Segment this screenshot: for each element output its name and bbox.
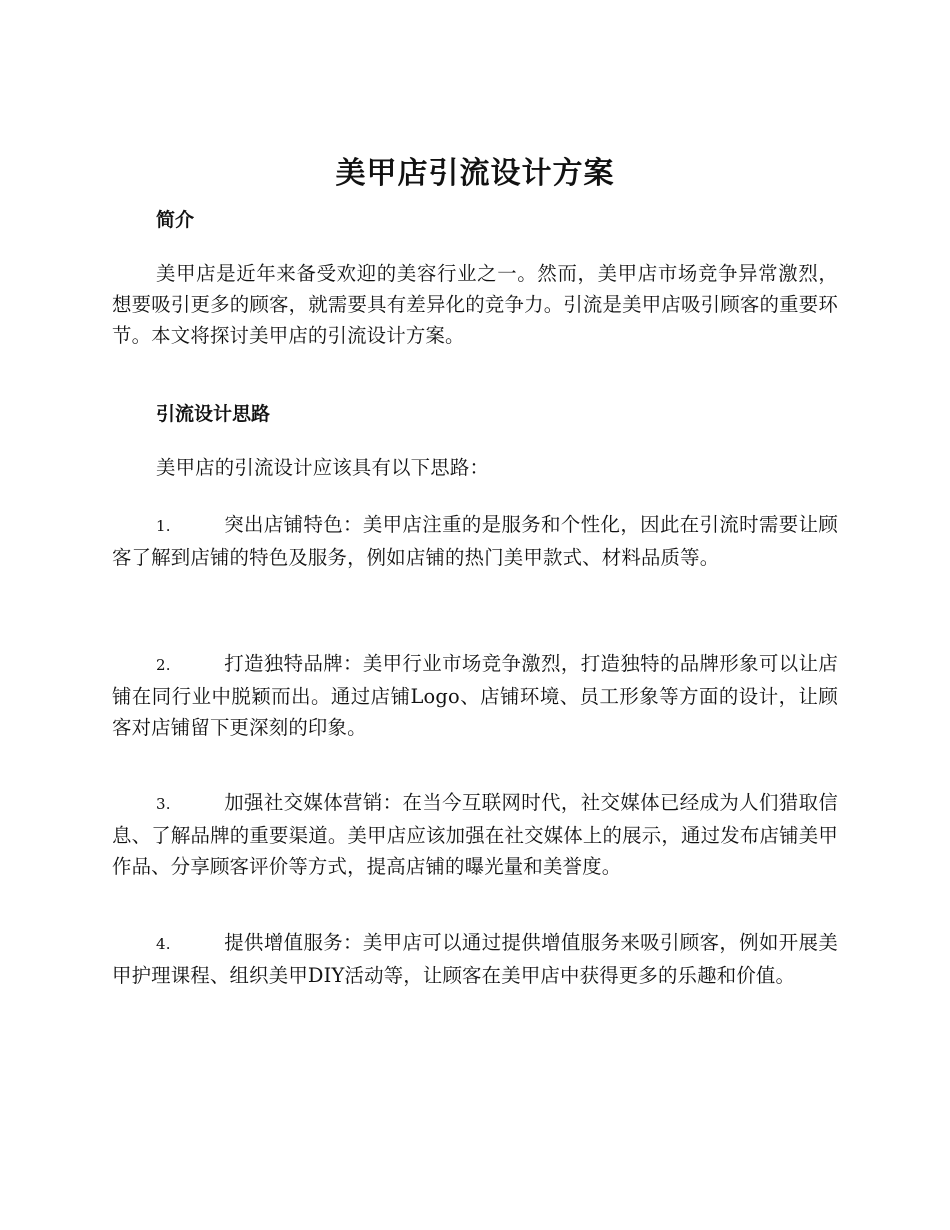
list-text: 提供增值服务：美甲店可以通过提供增值服务来吸引顾客，例如开展美甲护理课程、组织美甲DIY活动等，让顾客在美甲店中获得更多的乐趣和价值。 xyxy=(112,931,838,987)
list-text: 打造独特品牌：美甲行业市场竞争激烈，打造独特的品牌形象可以让店铺在同行业中脱颖而出。通过店铺Logo、店铺环境、员工形象等方面的设计，让顾客对店铺留下更深刻的印象。 xyxy=(112,652,838,739)
list-number: 2. xyxy=(156,656,171,674)
list-number: 4. xyxy=(156,935,171,953)
list-item xyxy=(112,648,838,743)
section-heading-intro: 简介 xyxy=(156,209,195,231)
intro-paragraph: 美甲店是近年来备受欢迎的美容行业之一。然而，美甲店市场竞争异常激烈，想要吸引更多的顾客，就需要具有差异化的竞争力。引流是美甲店吸引顾客的重要环节。本文将探讨美甲店的引流设计方案。 xyxy=(112,262,838,347)
list-item xyxy=(112,927,838,991)
list-item xyxy=(112,787,838,882)
list-text: 突出店铺特色：美甲店注重的是服务和个性化，因此在引流时需要让顾客了解到店铺的特色及服务，例如店铺的热门美甲款式、材料品质等。 xyxy=(112,513,838,569)
list-item xyxy=(112,509,838,573)
section-heading-approach: 引流设计思路 xyxy=(156,403,271,425)
approach-intro: 美甲店的引流设计应该具有以下思路： xyxy=(156,456,490,479)
list-text: 加强社交媒体营销：在当今互联网时代，社交媒体已经成为人们猎取信息、了解品牌的重要渠道。美甲店应该加强在社交媒体上的展示，通过发布店铺美甲作品、分享顾客评价等方式，提高店铺的曝光量和美誉度。 xyxy=(112,791,838,878)
list-number: 3. xyxy=(156,795,171,813)
document-title: 美甲店引流设计方案 xyxy=(335,156,615,191)
list-number: 1. xyxy=(156,517,171,535)
